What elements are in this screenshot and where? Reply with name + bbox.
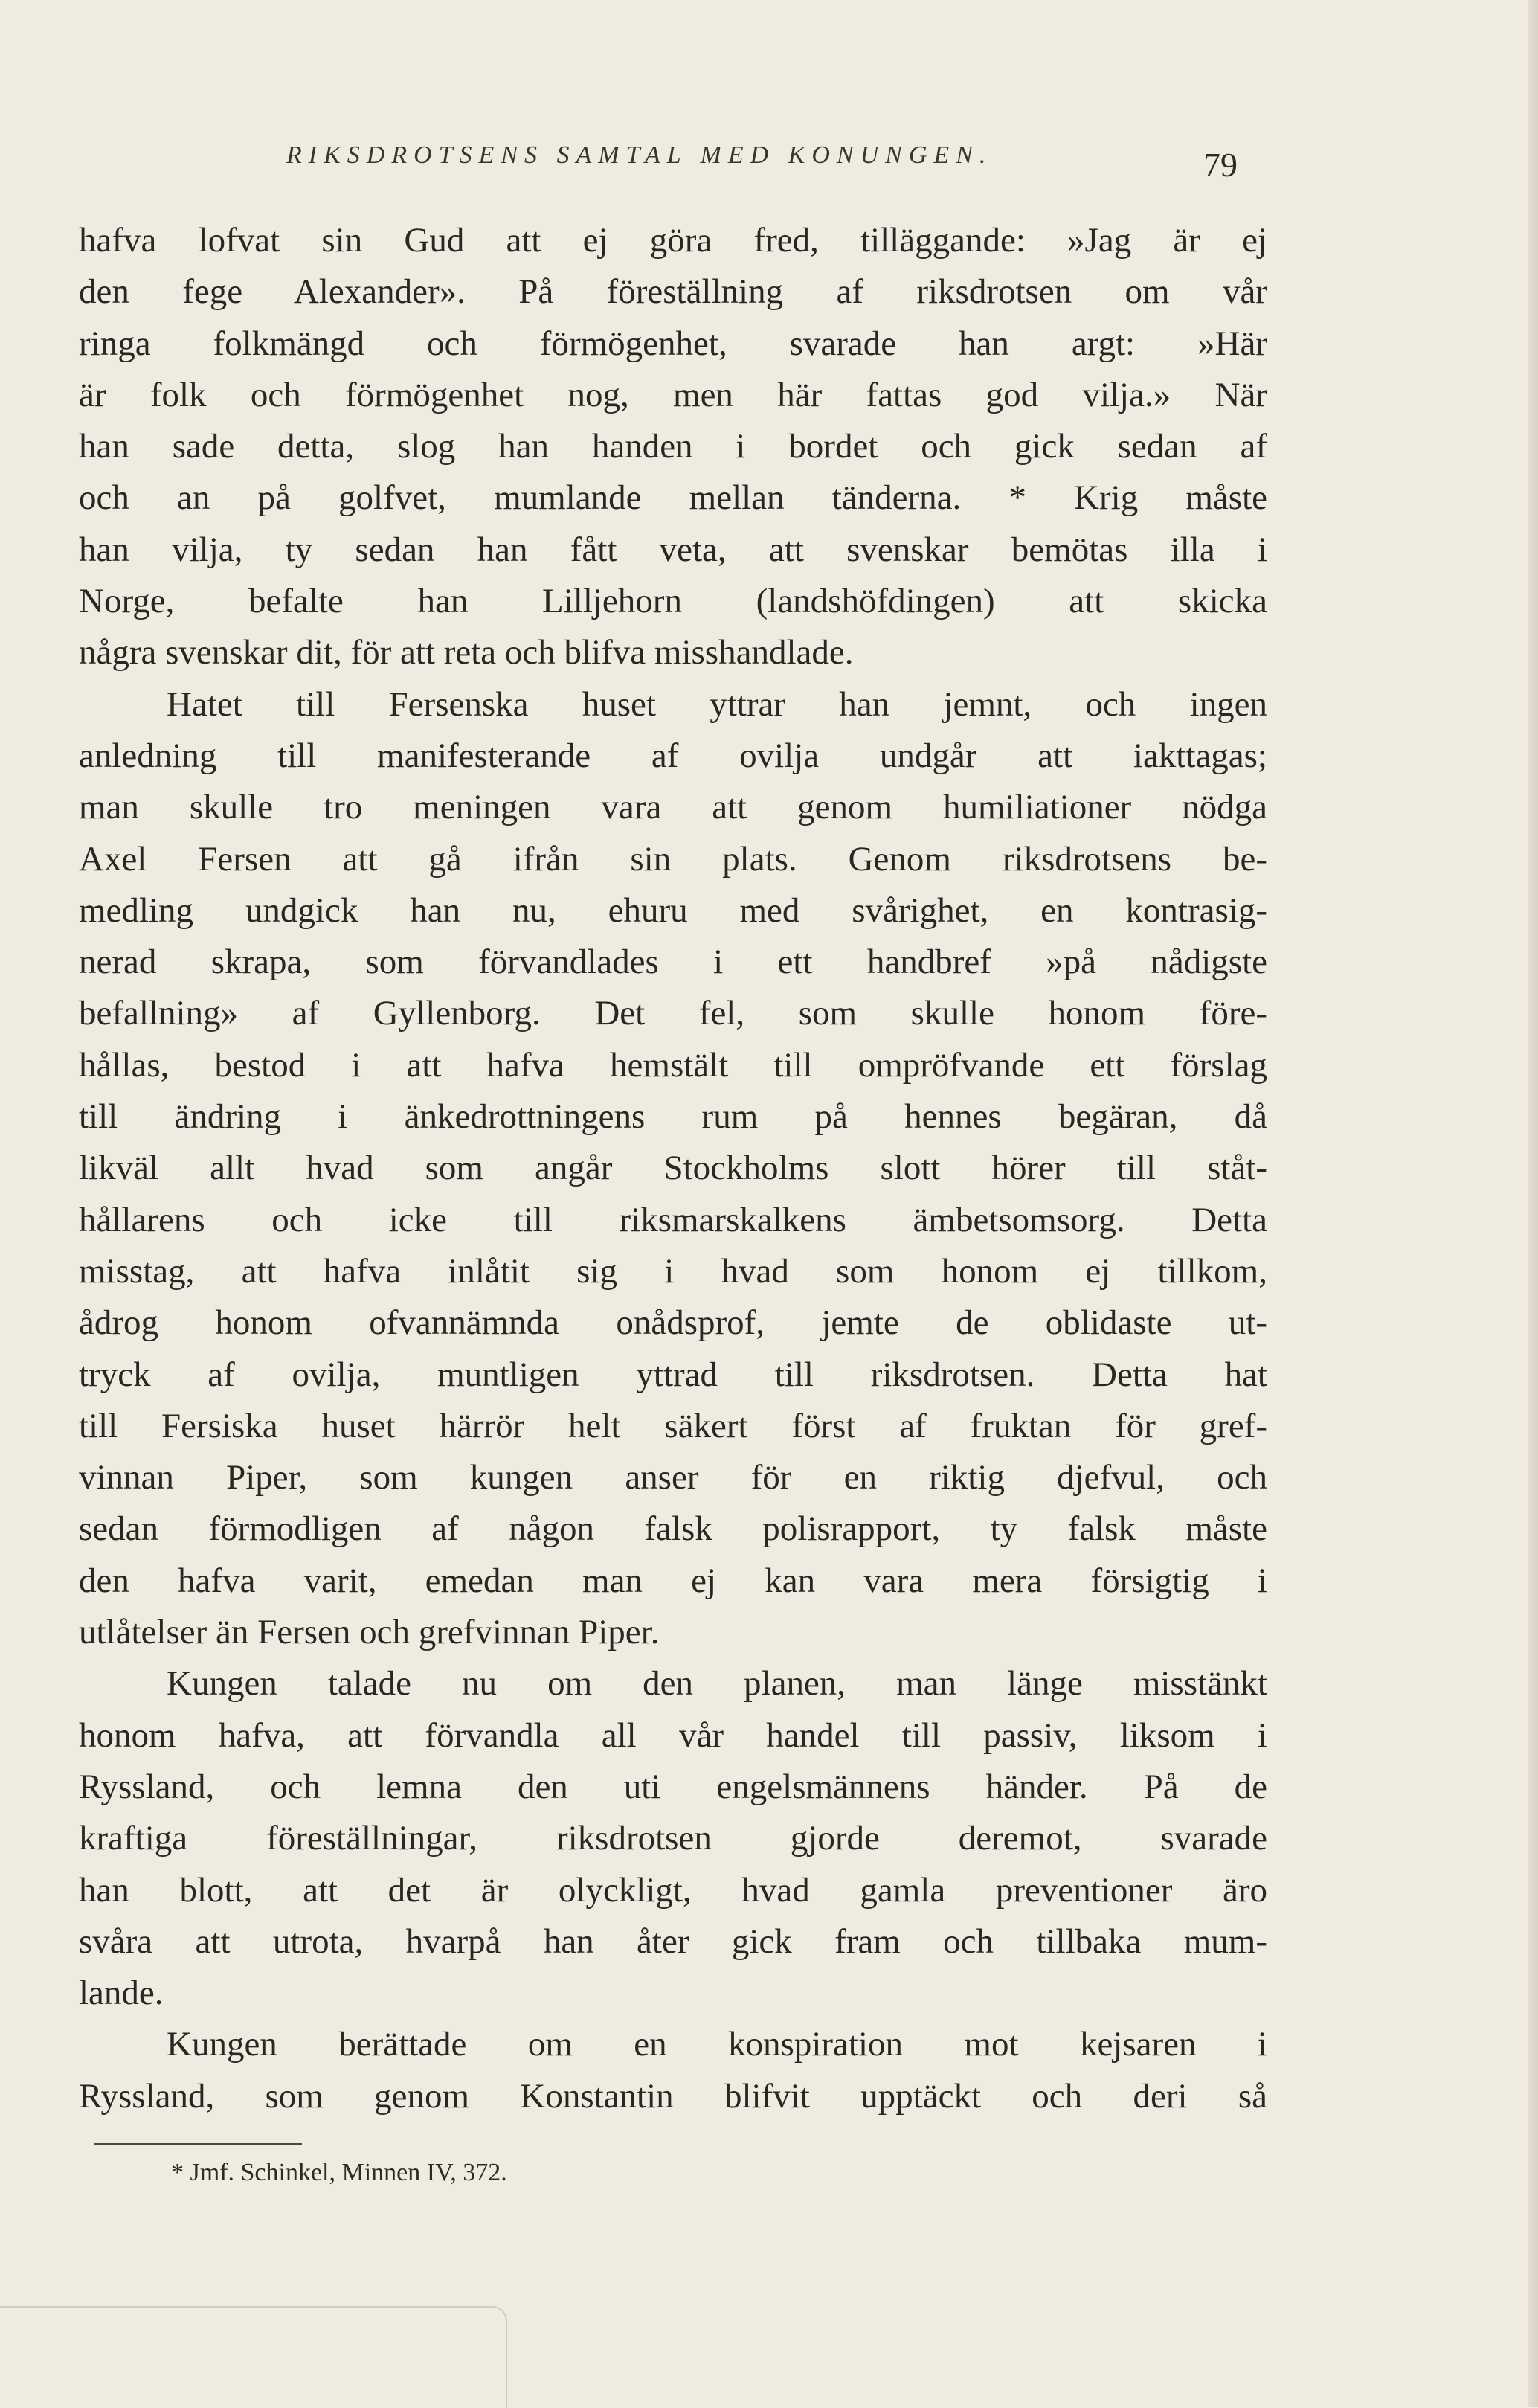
text-line: medling undgick han nu, ehuru med svårighet, en kontrasig- <box>79 890 1267 930</box>
text-line: några svenskar dit, för att reta och blifva misshandlade. <box>79 633 854 672</box>
text-line: och an på golfvet, mumlande mellan tänderna. * Krig måste <box>79 478 1267 518</box>
text-line: Axel Fersen att gå ifrån sin plats. Genom riksdrotsens be- <box>79 839 1267 879</box>
text-line: är folk och förmögenhet nog, men här fattas god vilja.» När <box>79 375 1267 414</box>
text-line: Ryssland, och lemna den uti engelsmännens händer. På de <box>79 1767 1267 1806</box>
text-line: vinnan Piper, som kungen anser för en riktig djefvul, och <box>79 1458 1267 1497</box>
footnote-rule <box>94 2143 302 2145</box>
text-line: befallning» af Gyllenborg. Det fel, som skulle honom före- <box>79 994 1267 1033</box>
text-line: hafva lofvat sin Gud att ej göra fred, tilläggande: »Jag är ej <box>79 221 1267 260</box>
text-line: Norge, befalte han Lilljehorn (landshöfdingen) att skicka <box>79 582 1267 621</box>
text-line: till ändring i änkedrottningens rum på hennes begäran, då <box>79 1097 1267 1137</box>
text-line: ringa folkmängd och förmögenhet, svarade han argt: »Här <box>79 324 1267 363</box>
text-line: Hatet till Fersenska huset yttrar han jemnt, och ingen <box>167 684 1267 724</box>
text-line: Kungen berättade om en konspiration mot kejsaren i <box>167 2025 1267 2064</box>
text-line: tryck af ovilja, muntligen yttrad till riksdrotsen. Detta hat <box>79 1355 1267 1394</box>
text-line: ådrog honom ofvannämnda onådsprof, jemte de oblidaste ut- <box>79 1303 1267 1343</box>
text-line: hållas, bestod i att hafva hemstält till ompröfvande ett förslag <box>79 1045 1267 1085</box>
text-line: svåra att utrota, hvarpå han åter gick fram och tillbaka mum- <box>79 1921 1267 1961</box>
paper-slip-outline <box>0 2306 507 2408</box>
text-line: likväl allt hvad som angår Stockholms slott hörer till ståt- <box>79 1149 1267 1188</box>
text-line: lande. <box>79 1974 164 2013</box>
page-number: 79 <box>1203 146 1238 184</box>
body-text <box>79 215 1267 2122</box>
text-line: honom hafva, att förvandla all vår handel till passiv, liksom i <box>79 1715 1267 1755</box>
page-header <box>0 141 1538 193</box>
text-line: kraftiga föreställningar, riksdrotsen gjorde deremot, svarade <box>79 1819 1267 1858</box>
text-line: han vilja, ty sedan han fått veta, att svenskar bemötas illa i <box>79 530 1267 569</box>
text-line: sedan förmodligen af någon falsk polisrapport, ty falsk måste <box>79 1509 1267 1549</box>
running-head: RIKSDROTSENS SAMTAL MED KONUNGEN. <box>286 141 993 169</box>
page-edge <box>1528 0 1538 2407</box>
text-line: utlåtelser än Fersen och grefvinnan Piper. <box>79 1613 660 1652</box>
text-line: nerad skrapa, som förvandlades i ett handbref »på nådigste <box>79 943 1267 982</box>
text-line: man skulle tro meningen vara att genom humiliationer nödga <box>79 788 1267 827</box>
text-line: den fege Alexander». På föreställning af riksdrotsen om vår <box>79 272 1267 312</box>
text-line: till Fersiska huset härrör helt säkert först af fruktan för gref- <box>79 1406 1267 1445</box>
text-line: hållarens och icke till riksmarskalkens ämbetsomsorg. Detta <box>79 1200 1267 1239</box>
text-line: han sade detta, slog han handen i bordet och gick sedan af <box>79 427 1267 466</box>
text-line: Ryssland, som genom Konstantin blifvit upptäckt och deri så <box>79 2076 1267 2116</box>
footnote: * Jmf. Schinkel, Minnen IV, 372. <box>171 2159 507 2186</box>
text-line: den hafva varit, emedan man ej kan vara mera försigtig i <box>79 1561 1267 1600</box>
text-line: anledning till manifesterande af ovilja undgår att iakttagas; <box>79 736 1267 775</box>
text-line: Kungen talade nu om den planen, man länge misstänkt <box>167 1664 1267 1704</box>
text-line: han blott, att det är olyckligt, hvad gamla preventioner äro <box>79 1870 1267 1910</box>
text-line: misstag, att hafva inlåtit sig i hvad som honom ej tillkom, <box>79 1251 1267 1291</box>
